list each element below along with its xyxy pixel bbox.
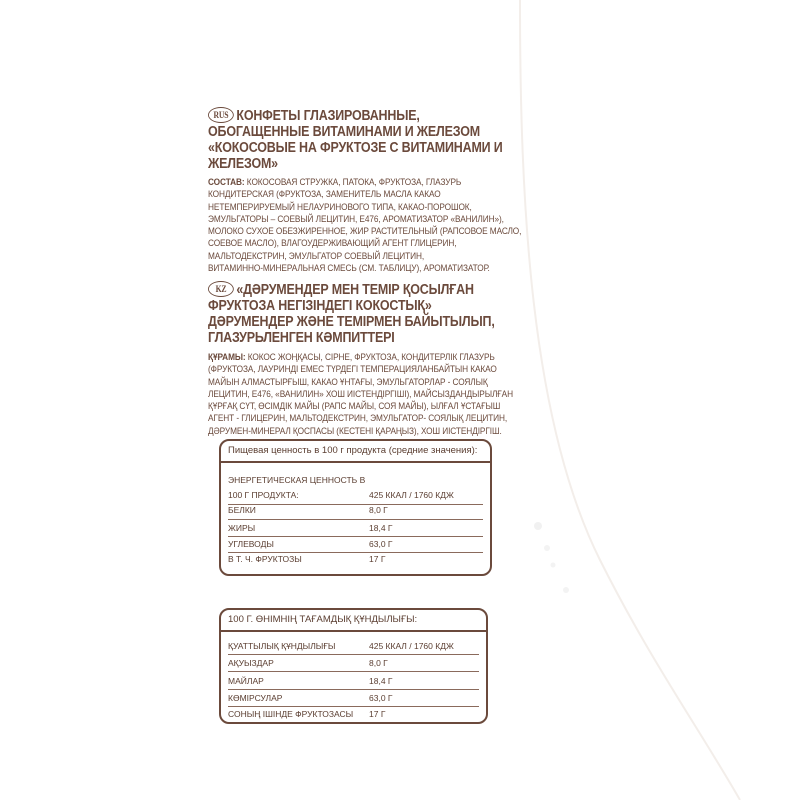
table-row	[221, 657, 486, 670]
nutrient-label: УГЛЕВОДЫ	[228, 539, 274, 549]
nutrient-label: ЖИРЫ	[228, 523, 256, 533]
table-row	[221, 708, 486, 721]
table-row	[221, 692, 486, 705]
table-row	[221, 522, 490, 535]
row-divider	[228, 689, 479, 690]
row-divider	[228, 671, 479, 672]
nutrient-value: 63,0 Г	[369, 539, 393, 549]
kz-composition: ҚҰРАМЫ: КОКОС ЖОҢҚАСЫ, СІРНЕ, ФРУКТОЗА, КОНДИТЕРЛІК ГЛАЗУРЬ (ФРУКТОЗА, ЛАУРИНДІ ЕМЕС ТҮРДЕГІ ТЕМПЕРАЦИЯЛАНБАЙТЫН КАКАО МАЙЫН АЛМАСТЫРҒЫШ, КАКАО ҰНТАҒЫ, ЭМУЛЬГАТОРЛАР - СОЯЛЫҚ ЛЕЦИТИН, Е476, «ВАНИЛИН» ХОШ ИІСТЕНДІРГІШІ), МАЙСЫЗДАНДЫРЫЛҒАН ҚҰРҒАҚ СҮТ, ӨСІМДІК МАЙЫ (РАПС МАЙЫ, СОЯ МАЙЫ), ЫЛҒАЛ ҰСТАҒЫШ АГЕНТ - ГЛИЦЕРИН, МАЛЬТОДЕКСТРИН, ЭМУЛЬГАТОР- СОЯЛЫҚ ЛЕЦИТИН, ДӘРУМЕН-МИНЕРАЛ ҚОСПАСЫ (КЕСТЕНІ ҚАРАҢЫЗ), ХОШ ИІСТЕНДІРГІШ.	[208, 352, 513, 436]
table-row	[221, 675, 486, 688]
rus-title-line: «КОКОСОВЫЕ НА ФРУКТОЗЕ С ВИТАМИНАМИ И	[208, 140, 503, 156]
nutrient-value: 18,4 Г	[369, 523, 393, 533]
nutrient-value: 63,0 Г	[369, 693, 393, 703]
table-row	[221, 474, 490, 487]
kz-nutrition-header: 100 Г. ӨНІМНІҢ ТАҒАМДЫҚ ҚҰНДЫЛЫҒЫ:	[221, 610, 486, 632]
nutrient-value: 425 ККАЛ / 1760 КДЖ	[369, 490, 454, 500]
nutrient-label: СОНЫҢ ІШІНДЕ ФРУКТОЗАСЫ	[228, 709, 354, 719]
rus-section	[208, 107, 588, 274]
nutrient-value: 18,4 Г	[369, 676, 393, 686]
nutrient-label: КӨМІРСУЛАР	[228, 693, 283, 703]
row-divider	[228, 519, 483, 520]
rus-title-line: ОБОГАЩЕННЫЕ ВИТАМИНАМИ И ЖЕЛЕЗОМ	[208, 124, 480, 140]
kz-title-line: ДӘРУМЕНДЕР ЖӘНЕ ТЕМІРМЕН БАЙЫТЫЛЫП,	[208, 314, 495, 330]
kz-title	[208, 281, 586, 346]
row-divider	[228, 536, 483, 537]
rus-title-line: RUS КОНФЕТЫ ГЛАЗИРОВАННЫЕ,	[208, 107, 586, 124]
rus-nutrition-header: Пищевая ценность в 100 г продукта (средние значения):	[221, 441, 490, 463]
nutrient-label: ҚУАТТЫЛЫҚ ҚҰНДЫЛЫҒЫ	[228, 641, 336, 651]
table-row	[221, 489, 490, 502]
kz-nutrition-table	[219, 608, 488, 724]
nutrient-value: 425 ККАЛ / 1760 КДЖ	[369, 641, 454, 651]
row-divider	[228, 654, 479, 655]
nutrient-label: МАЙЛАР	[228, 676, 264, 686]
table-row	[221, 538, 490, 551]
kz-title-line: KZ «ДӘРУМЕНДЕР МЕН ТЕМІР ҚОСЫЛҒАН	[208, 281, 586, 298]
nutrient-value: 8,0 Г	[369, 658, 388, 668]
rus-composition-label: СОСТАВ:	[208, 177, 245, 187]
rus-language-badge: RUS	[208, 107, 234, 123]
rus-title-line: ЖЕЛЕЗОМ»	[208, 156, 278, 172]
nutrient-value: 8,0 Г	[369, 505, 388, 515]
rus-title	[208, 107, 586, 172]
table-row	[221, 640, 486, 653]
nutrient-label: 100 Г ПРОДУКТА:	[228, 490, 299, 500]
kz-language-badge: KZ	[208, 281, 234, 297]
nutrient-label: В Т. Ч. ФРУКТОЗЫ	[228, 554, 302, 564]
kz-title-line: ФРУКТОЗА НЕГІЗІНДЕГІ КОКОСТЫҚ»	[208, 298, 432, 314]
nutrient-label: ЭНЕРГЕТИЧЕСКАЯ ЦЕННОСТЬ В	[228, 475, 366, 485]
rus-composition: СОСТАВ: КОКОСОВАЯ СТРУЖКА, ПАТОКА, ФРУКТОЗА, ГЛАЗУРЬ КОНДИТЕРСКАЯ (ФРУКТОЗА, ЗАМЕНИТЕЛЬ МАСЛА КАКАО НЕТЕМПЕРИРУЕМЫЙ НЕЛАУРИНОВОГО ТИПА, КАКАО-ПОРОШОК, ЭМУЛЬГАТОРЫ – СОЕВЫЙ ЛЕЦИТИН, Е476, АРОМАТИЗАТОР «ВАНИЛИН»), МОЛОКО СУХОЕ ОБЕЗЖИРЕННОЕ, ЖИР РАСТИТЕЛЬНЫЙ (РАПСОВОЕ МАСЛО, СОЕВОЕ МАСЛО), ВЛАГОУДЕРЖИВАЮЩИЙ АГЕНТ ГЛИЦЕРИН, МАЛЬТОДЕКСТРИН, ЭМУЛЬГАТОР СОЕВЫЙ ЛЕЦИТИН, ВИТАМИННО-МИНЕРАЛЬНАЯ СМЕСЬ (СМ. ТАБЛИЦУ), АРОМАТИЗАТОР.	[208, 177, 522, 274]
kz-section	[208, 281, 588, 437]
kz-composition-label: ҚҰРАМЫ:	[208, 352, 246, 362]
nutrient-label: АҚУЫЗДАР	[228, 658, 274, 668]
nutrient-label: БЕЛКИ	[228, 505, 256, 515]
table-row	[221, 504, 490, 517]
nutrient-value: 17 Г	[369, 709, 386, 719]
nutrient-value: 17 Г	[369, 554, 386, 564]
rus-nutrition-table	[219, 439, 492, 576]
kz-title-line: ГЛАЗУРЬЛЕНГЕН КӘМПИТТЕРІ	[208, 330, 395, 346]
table-row	[221, 553, 490, 566]
row-divider	[228, 706, 479, 707]
